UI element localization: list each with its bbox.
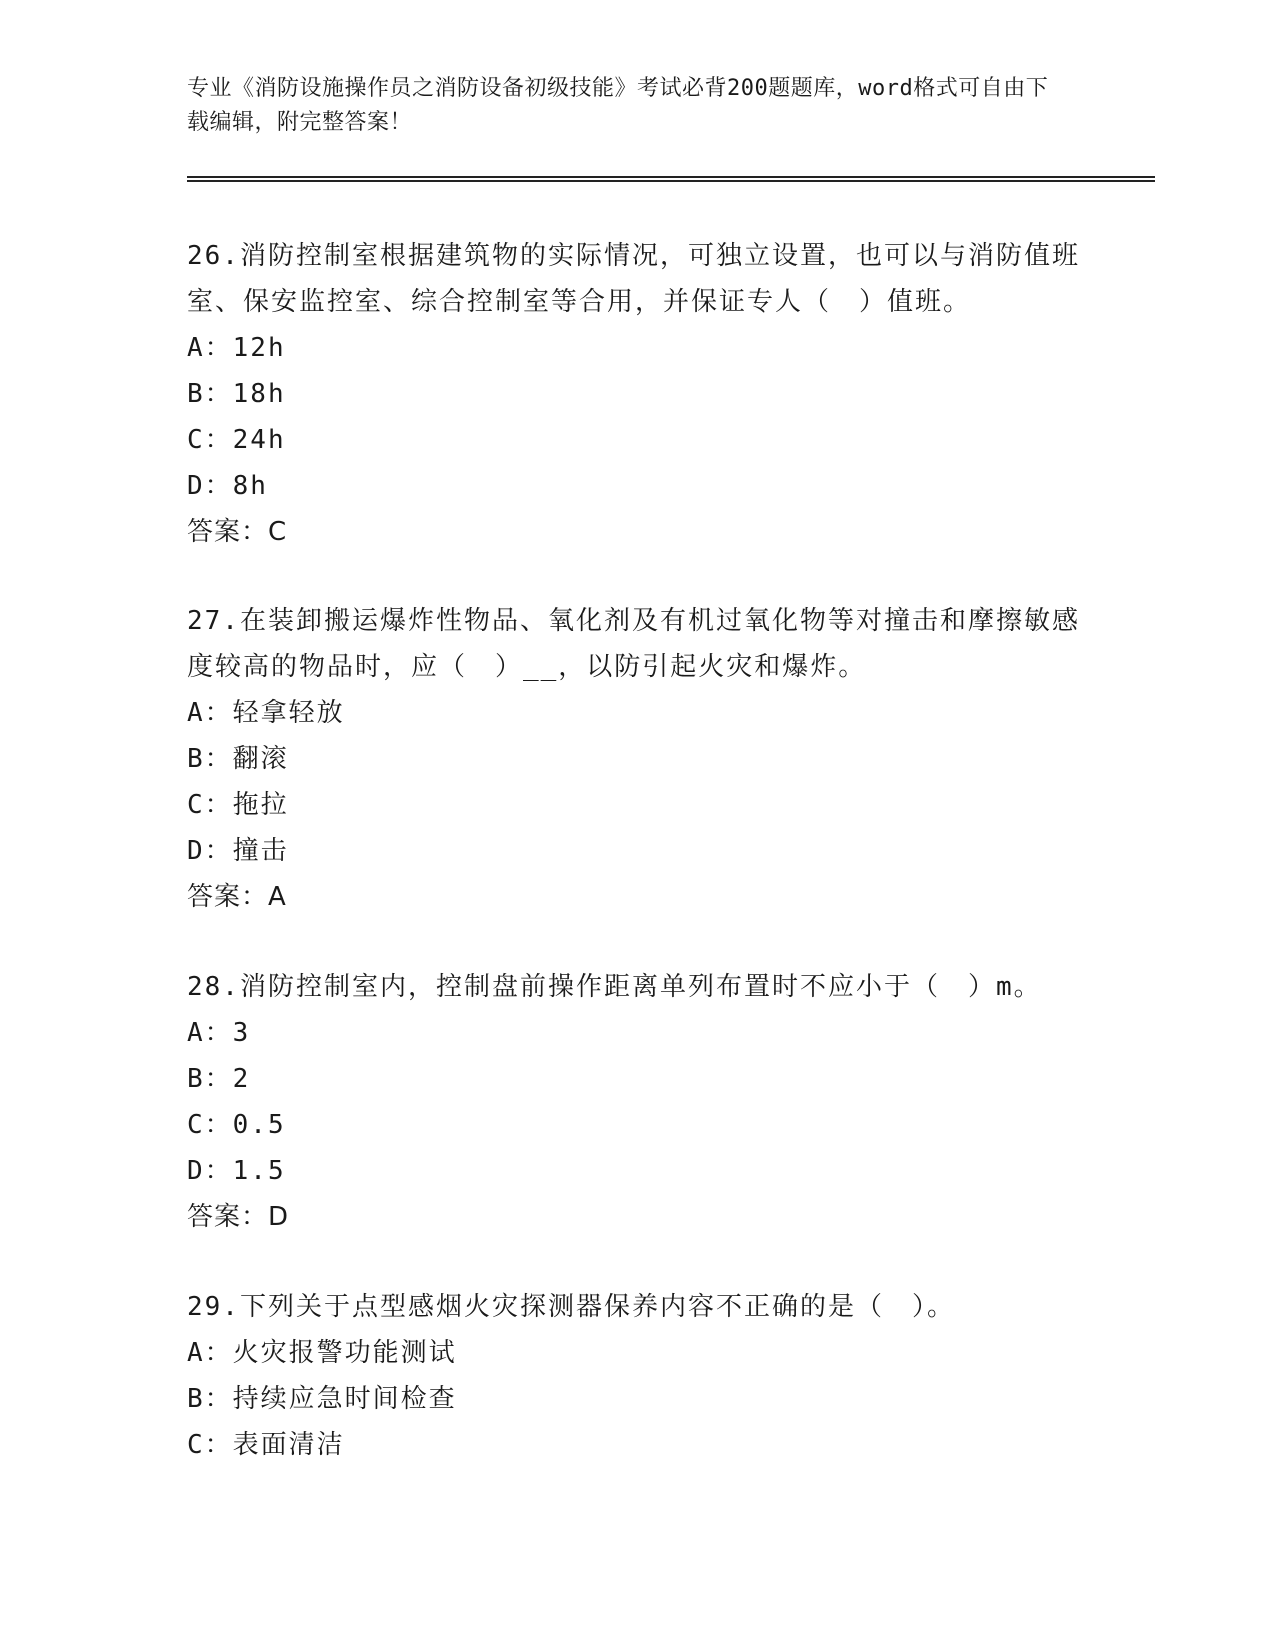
question-stem: 28.消防控制室内，控制盘前操作距离单列布置时不应小于（ ）m。 <box>187 972 1042 1002</box>
question-stem: 26.消防控制室根据建筑物的实际情况，可独立设置，也可以与消防值班室、保安监控室、综合控制室等合用，并保证专人（ ）值班。 <box>187 241 1080 317</box>
option-a: A：轻拿轻放 <box>187 698 345 728</box>
question-stem: 27.在装卸搬运爆炸性物品、氧化剂及有机过氧化物等对撞击和摩擦敏感度较高的物品时，应（ ）__，以防引起火灾和爆炸。 <box>187 606 1080 682</box>
option-b: B：18h <box>187 379 286 409</box>
question-28 <box>187 964 1087 1240</box>
option-a: A：12h <box>187 333 286 363</box>
option-a: A：3 <box>187 1018 251 1048</box>
option-d: D：撞击 <box>187 836 289 866</box>
option-b: B：2 <box>187 1064 251 1094</box>
option-a: A：火灾报警功能测试 <box>187 1338 457 1368</box>
option-c: C：24h <box>187 425 286 455</box>
question-29 <box>187 1284 1087 1468</box>
option-d: D：1.5 <box>187 1156 286 1186</box>
document-intro: 专业《消防设施操作员之消防设备初级技能》考试必背200题题库，word格式可自由下载编辑，附完整答案！ <box>187 76 1049 135</box>
question-27 <box>187 598 1087 920</box>
header-divider <box>187 176 1155 182</box>
option-c: C：0.5 <box>187 1110 286 1140</box>
answer: 答案：D <box>187 1202 290 1232</box>
question-26 <box>187 233 1087 555</box>
answer: 答案：C <box>187 517 288 547</box>
answer: 答案：A <box>187 882 287 912</box>
question-stem: 29.下列关于点型感烟火灾探测器保养内容不正确的是（ ）。 <box>187 1292 955 1322</box>
option-b: B：持续应急时间检查 <box>187 1384 457 1414</box>
option-b: B：翻滚 <box>187 744 289 774</box>
option-c: C：拖拉 <box>187 790 289 820</box>
option-c: C：表面清洁 <box>187 1430 345 1460</box>
option-d: D：8h <box>187 471 268 501</box>
